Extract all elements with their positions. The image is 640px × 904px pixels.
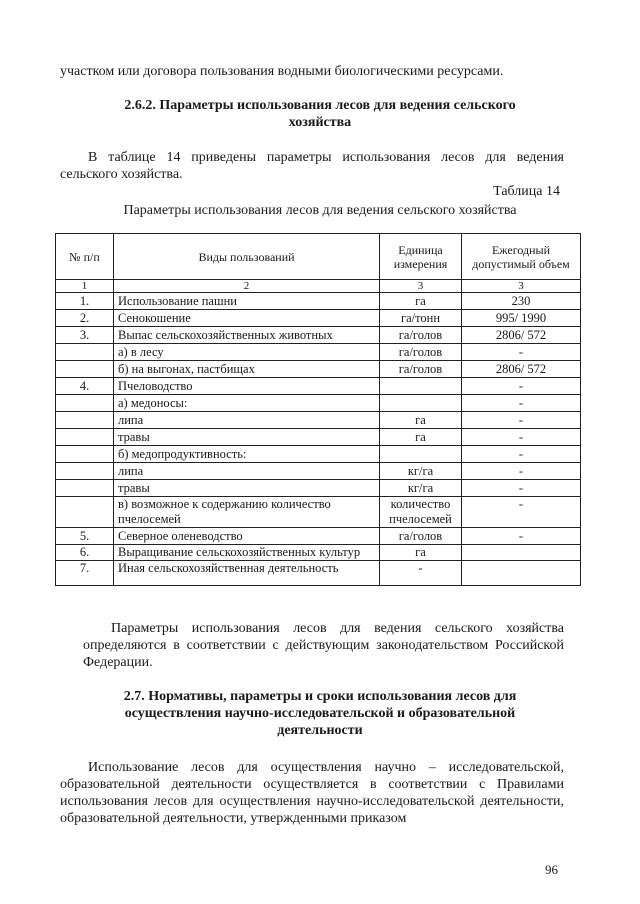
cell-num: 7. bbox=[56, 561, 114, 586]
page-number: 96 bbox=[545, 862, 558, 877]
cell-num bbox=[56, 497, 114, 528]
cell-kind: травы bbox=[114, 429, 380, 446]
parameters-table bbox=[55, 233, 581, 586]
cell-unit: га bbox=[380, 412, 462, 429]
table-row bbox=[56, 361, 581, 378]
header-kind: Виды пользований bbox=[114, 234, 380, 280]
index-cell: 1 bbox=[56, 280, 114, 293]
cell-num: 1. bbox=[56, 293, 114, 310]
cell-volume: - bbox=[462, 378, 581, 395]
table-row bbox=[56, 310, 581, 327]
cell-num: 5. bbox=[56, 528, 114, 545]
cell-unit: - bbox=[380, 561, 462, 586]
cell-volume: - bbox=[462, 446, 581, 463]
cell-volume: - bbox=[462, 412, 581, 429]
after-table-paragraph: Параметры использования лесов для ведения сельского хозяйства определяются в соответствии с действующим законодательством Российской Федерации. bbox=[83, 621, 564, 670]
table-row bbox=[56, 378, 581, 395]
cell-kind: Выращивание сельскохозяйственных культур bbox=[114, 545, 380, 561]
heading-line: осуществления научно-исследовательской и образовательной bbox=[124, 706, 516, 721]
table-row bbox=[56, 446, 581, 463]
cell-num bbox=[56, 446, 114, 463]
table-row bbox=[56, 463, 581, 480]
heading-line: хозяйства bbox=[288, 115, 352, 130]
cell-unit: кг/га bbox=[380, 463, 462, 480]
cell-unit: га bbox=[380, 293, 462, 310]
cell-num bbox=[56, 361, 114, 378]
table-row bbox=[56, 429, 581, 446]
cell-volume bbox=[462, 561, 581, 586]
table-index-row bbox=[56, 280, 581, 293]
cell-kind: Использование пашни bbox=[114, 293, 380, 310]
section-heading-2-6-2 bbox=[60, 97, 580, 131]
intro-line: сельского хозяйства. bbox=[60, 167, 183, 182]
cell-num bbox=[56, 463, 114, 480]
table-row bbox=[56, 480, 581, 497]
cell-volume: - bbox=[462, 528, 581, 545]
index-cell: 2 bbox=[114, 280, 380, 293]
cell-kind: липа bbox=[114, 412, 380, 429]
cell-volume: - bbox=[462, 463, 581, 480]
header-unit: Единица измерения bbox=[380, 234, 462, 280]
heading-line: деятельности bbox=[277, 723, 363, 738]
table-row bbox=[56, 497, 581, 528]
cell-unit bbox=[380, 446, 462, 463]
cell-volume: 2806/ 572 bbox=[462, 361, 581, 378]
section-heading-2-7 bbox=[60, 688, 580, 739]
intro-line: В таблице 14 приведены параметры использования лесов для ведения bbox=[88, 150, 564, 165]
cell-unit: кг/га bbox=[380, 480, 462, 497]
table-header-row bbox=[56, 234, 581, 280]
cell-kind: Пчеловодство bbox=[114, 378, 380, 395]
cell-volume: - bbox=[462, 480, 581, 497]
table-row bbox=[56, 293, 581, 310]
cell-unit: га bbox=[380, 429, 462, 446]
cell-unit bbox=[380, 395, 462, 412]
cell-kind: б) медопродуктивность: bbox=[114, 446, 380, 463]
cell-num bbox=[56, 344, 114, 361]
table-row bbox=[56, 412, 581, 429]
cell-kind: Северное оленеводство bbox=[114, 528, 380, 545]
index-cell: 3 bbox=[462, 280, 581, 293]
cell-num bbox=[56, 395, 114, 412]
cell-kind: Иная сельскохозяйственная деятельность bbox=[114, 561, 380, 586]
table-row bbox=[56, 327, 581, 344]
section-2-7-paragraph: Использование лесов для осуществления научно – исследовательской, образовательной деятельности осуществляется в соответствии с Правилами использования лесов для осуществления научно-исследовательской деятельности, образовательной деятельности, утвержденными приказом bbox=[60, 760, 564, 826]
cell-unit: га/голов bbox=[380, 327, 462, 344]
table-row bbox=[56, 344, 581, 361]
table-title: Параметры использования лесов для ведения сельского хозяйства bbox=[123, 203, 517, 218]
cell-kind: в) возможное к содержанию количество пчелосемей bbox=[114, 497, 380, 528]
cell-num bbox=[56, 429, 114, 446]
cell-unit: га/голов bbox=[380, 361, 462, 378]
table-row bbox=[56, 528, 581, 545]
table-row bbox=[56, 545, 581, 561]
cell-num bbox=[56, 480, 114, 497]
table-row bbox=[56, 395, 581, 412]
continued-text-line: участком или договора пользования водными биологическими ресурсами. bbox=[60, 64, 504, 79]
cell-volume: 2806/ 572 bbox=[462, 327, 581, 344]
cell-kind: травы bbox=[114, 480, 380, 497]
cell-unit: га/тонн bbox=[380, 310, 462, 327]
cell-unit: количество пчелосемей bbox=[380, 497, 462, 528]
cell-volume: 230 bbox=[462, 293, 581, 310]
cell-unit: га/голов bbox=[380, 528, 462, 545]
header-volume: Ежегодный допустимый объем bbox=[462, 234, 581, 280]
cell-volume: - bbox=[462, 429, 581, 446]
cell-kind: Сенокошение bbox=[114, 310, 380, 327]
heading-line: 2.7. Нормативы, параметры и сроки использования лесов для bbox=[123, 689, 517, 704]
cell-unit: га/голов bbox=[380, 344, 462, 361]
cell-num: 3. bbox=[56, 327, 114, 344]
header-num: № п/п bbox=[56, 234, 114, 280]
cell-kind: липа bbox=[114, 463, 380, 480]
cell-volume: 995/ 1990 bbox=[462, 310, 581, 327]
index-cell: 3 bbox=[380, 280, 462, 293]
cell-kind: а) медоносы: bbox=[114, 395, 380, 412]
cell-unit: га bbox=[380, 545, 462, 561]
cell-volume: - bbox=[462, 344, 581, 361]
heading-line: 2.6.2. Параметры использования лесов для ведения сельского bbox=[124, 98, 516, 113]
cell-num: 2. bbox=[56, 310, 114, 327]
cell-volume: - bbox=[462, 497, 581, 528]
table-row bbox=[56, 561, 581, 586]
intro-paragraph bbox=[60, 149, 564, 183]
cell-kind: а) в лесу bbox=[114, 344, 380, 361]
cell-unit bbox=[380, 378, 462, 395]
table-number-label: Таблица 14 bbox=[493, 184, 560, 199]
cell-num: 6. bbox=[56, 545, 114, 561]
cell-volume bbox=[462, 545, 581, 561]
cell-kind: Выпас сельскохозяйственных животных bbox=[114, 327, 380, 344]
cell-num: 4. bbox=[56, 378, 114, 395]
cell-num bbox=[56, 412, 114, 429]
cell-kind: б) на выгонах, пастбищах bbox=[114, 361, 380, 378]
cell-volume: - bbox=[462, 395, 581, 412]
